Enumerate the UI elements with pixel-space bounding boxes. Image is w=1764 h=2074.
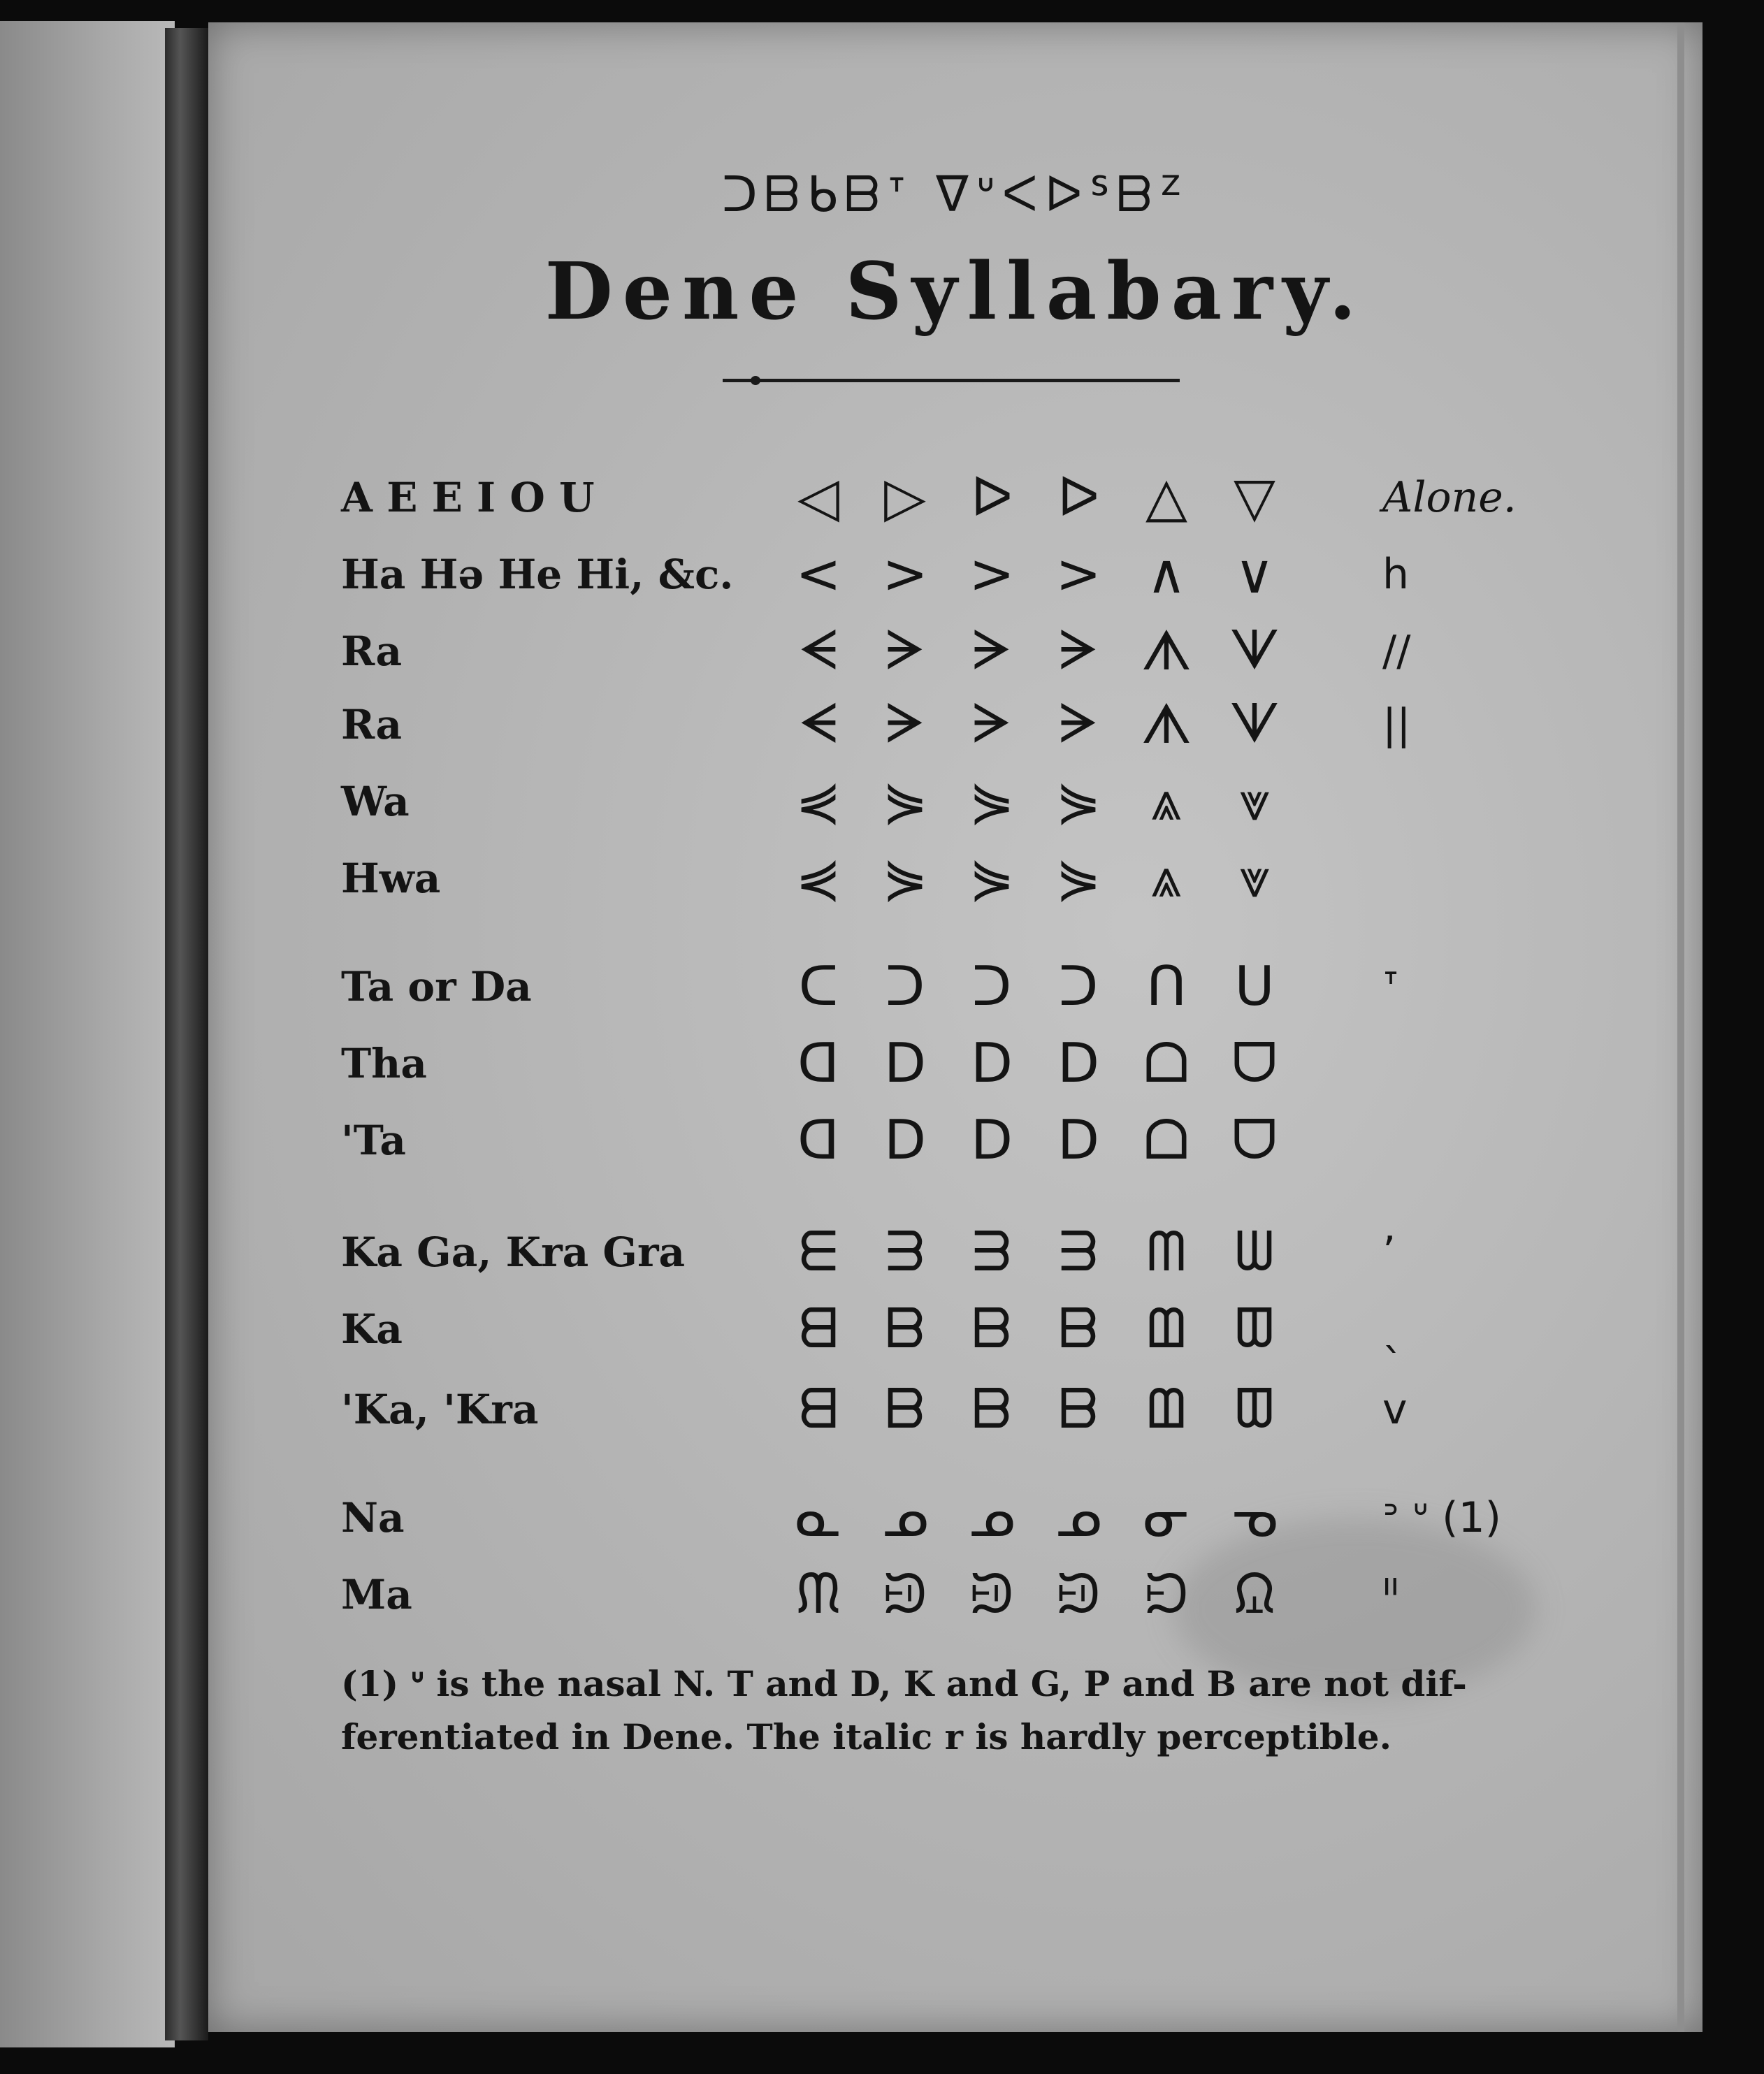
syllable-cell: ▷ [884,466,926,529]
syllable-cell: ᗷ [971,1378,1012,1441]
syllabary-row [208,770,1702,833]
syllable-cell: ▽ [1234,466,1275,529]
row-label: Ra [341,628,403,675]
syllable-cell: ⋟ [882,770,928,833]
syllable-cell: ᗞ [883,1109,927,1172]
alone-cell: ʼ [1382,1228,1396,1277]
row-label: Tha [341,1040,427,1087]
syllable-cell: ᗒ [885,693,925,756]
syllable-cell: ᗱ [1058,1221,1099,1284]
book-page [208,22,1702,2032]
syllable-cell: ᗒ [1058,620,1099,683]
syllable-cell: △ [1145,466,1187,529]
alone-cell: || [1382,700,1411,749]
alone-cell: h [1382,550,1410,599]
syllable-cell: ᑐ [1058,955,1099,1018]
syllable-cell: ᗞ [970,1109,1013,1172]
syllable-cell: ᗶ [1146,1298,1187,1361]
row-label: Ra [341,701,403,748]
syllable-cell: ᑐ [885,955,925,1018]
syllable-cell: ᓄ [881,1486,929,1549]
syllable-cell: ᗞ [970,1032,1013,1095]
syllabary-row [208,847,1702,910]
alone-cell: ᐦ [1382,1570,1399,1619]
syllable-cell: ᑎ [1146,955,1187,1018]
syllable-cell: ᗷ [1058,1298,1099,1361]
row-label: Na [341,1494,405,1542]
syllabary-row [208,1486,1702,1549]
syllabary-row [208,620,1702,683]
syllable-cell: ᑐ [971,955,1012,1018]
alone-cell: Alone. [1382,473,1517,522]
syllable-cell: ᗜ [1231,1109,1278,1172]
syllable-cell: ᗷ [885,1298,925,1361]
row-label: Wa [341,778,410,825]
syllabary-row [208,693,1702,756]
syllable-cell: ᗱ [971,1221,1012,1284]
syllabary-row [208,1221,1702,1284]
syllable-cell: ⩔ [1239,847,1270,910]
syllable-cell: ⋟ [1055,847,1101,910]
syllable-cell: ⋟ [1055,770,1101,833]
syllable-cell: > [882,543,928,606]
syllable-cell: ᗒ [971,620,1012,683]
syllable-cell: ᓇ [795,1486,842,1549]
syllable-cell: ᙏ [795,1563,841,1626]
syllable-cell: ⋞ [795,847,841,910]
syllable-cell: ᙋ [1056,1563,1101,1626]
dene-syllabic-title: ᑐᗷᑲᗷᐪ ᐁᐡᐸᐅᔆᗷᙆ [721,166,1190,223]
syllable-cell: ᗷ [885,1378,925,1441]
syllable-cell: ᙋ [883,1563,927,1626]
syllable-cell: ᗵ [1234,1378,1275,1441]
syllable-cell: ᗞ [1057,1109,1100,1172]
footnote [341,1658,1711,1764]
alone-cell: ᐣ ᐡ (1) [1382,1493,1502,1542]
syllable-cell: ∨ [1234,543,1275,606]
syllable-cell: ᗐ [1229,693,1280,756]
syllabary-row [208,1563,1702,1626]
syllable-cell: ᐅ [971,466,1013,529]
syllabary-row [208,1298,1702,1361]
syllable-cell: ⋟ [969,847,1015,910]
syllable-cell: ᗺ [798,1298,839,1361]
row-label: Hwa [341,855,441,902]
syllable-cell: ᗒ [1058,693,1099,756]
syllable-cell: ᗕ [798,693,839,756]
syllable-cell: ⋟ [882,847,928,910]
alone-cell: v [1382,1385,1408,1434]
left-page [0,21,175,2047]
syllable-cell: ᓄ [968,1486,1015,1549]
row-label: Ta or Da [341,963,532,1010]
syllable-cell: ᙉ [1233,1563,1276,1626]
syllable-cell: ᗕ [798,620,839,683]
syllable-cell: ᐅ [1057,466,1099,529]
syllabary-row [208,1032,1702,1095]
syllable-cell: ᓂ [1143,1486,1190,1549]
syllabary-row [208,1378,1702,1441]
syllable-cell: ᗷ [971,1298,1012,1361]
syllabary-row [208,1109,1702,1172]
syllable-cell: ⩓ [1151,847,1182,910]
syllable-cell: ᗝ [1143,1109,1190,1172]
syllable-cell: ᗞ [1057,1032,1100,1095]
row-label: Ma [341,1571,412,1618]
row-label: 'Ta [341,1117,406,1164]
title-rule [723,379,1180,382]
syllable-cell: ⋟ [969,770,1015,833]
syllable-cell: ᗱ [885,1221,925,1284]
page-title: Dene Syllabary. [544,246,1366,338]
syllable-cell: ᗡ [797,1032,839,1095]
footnote-line-1: (1) ᐡ is the nasal N. T and D, K and G, P and B are not dif- [341,1663,1467,1704]
syllable-cell: ᗑ [1141,693,1192,756]
syllable-cell: ᗝ [1143,1032,1190,1095]
syllable-cell: ᓀ [1231,1486,1278,1549]
syllable-cell: ᗡ [797,1109,839,1172]
row-label: Ka Ga, Kra Gra [341,1228,686,1276]
book-spine [165,28,208,2040]
alone-cell: ˎ [1382,1305,1403,1354]
syllable-cell: > [969,543,1015,606]
syllable-cell: ᗯ [1234,1221,1275,1284]
syllabary-row [208,955,1702,1018]
syllable-cell: ᗶ [1146,1378,1187,1441]
syllable-cell: ᗜ [1231,1032,1278,1095]
syllable-cell: ᗒ [971,693,1012,756]
syllable-cell: ∧ [1146,543,1187,606]
syllable-cell: ᗷ [1058,1378,1099,1441]
syllable-cell: ᙊ [1144,1563,1189,1626]
syllable-cell: ᓄ [1055,1486,1102,1549]
syllable-cell: ◁ [797,466,839,529]
syllable-cell: ᑕ [798,955,839,1018]
alone-cell: // [1382,627,1411,676]
row-label: Ka [341,1305,403,1353]
footnote-line-2: ferentiated in Dene. The italic r is hardly perceptible. [341,1716,1392,1757]
syllable-cell: ᗰ [1146,1221,1187,1284]
syllable-cell: ᗐ [1229,620,1280,683]
syllable-cell: ᗺ [798,1378,839,1441]
syllabary-row [208,543,1702,606]
syllable-cell: > [1055,543,1101,606]
row-label: Ha Hə He Hi, &c. [341,551,734,598]
syllabary-row [208,466,1702,529]
page-content [208,22,1702,2032]
syllable-cell: ᗴ [798,1221,839,1284]
row-label: A E E I O U [341,474,595,521]
syllable-cell: ᗞ [883,1032,927,1095]
syllable-cell: < [795,543,841,606]
syllable-cell: ᙋ [969,1563,1014,1626]
syllable-cell: ᗑ [1141,620,1192,683]
row-label: 'Ka, 'Kra [341,1386,539,1433]
syllable-cell: ⩔ [1239,770,1270,833]
alone-cell: ᐪ [1382,962,1399,1011]
syllable-cell: ⩓ [1151,770,1182,833]
syllable-cell: ⋞ [795,770,841,833]
syllable-cell: ᑌ [1234,955,1275,1018]
syllable-cell: ᗒ [885,620,925,683]
syllable-cell: ᗵ [1234,1298,1275,1361]
